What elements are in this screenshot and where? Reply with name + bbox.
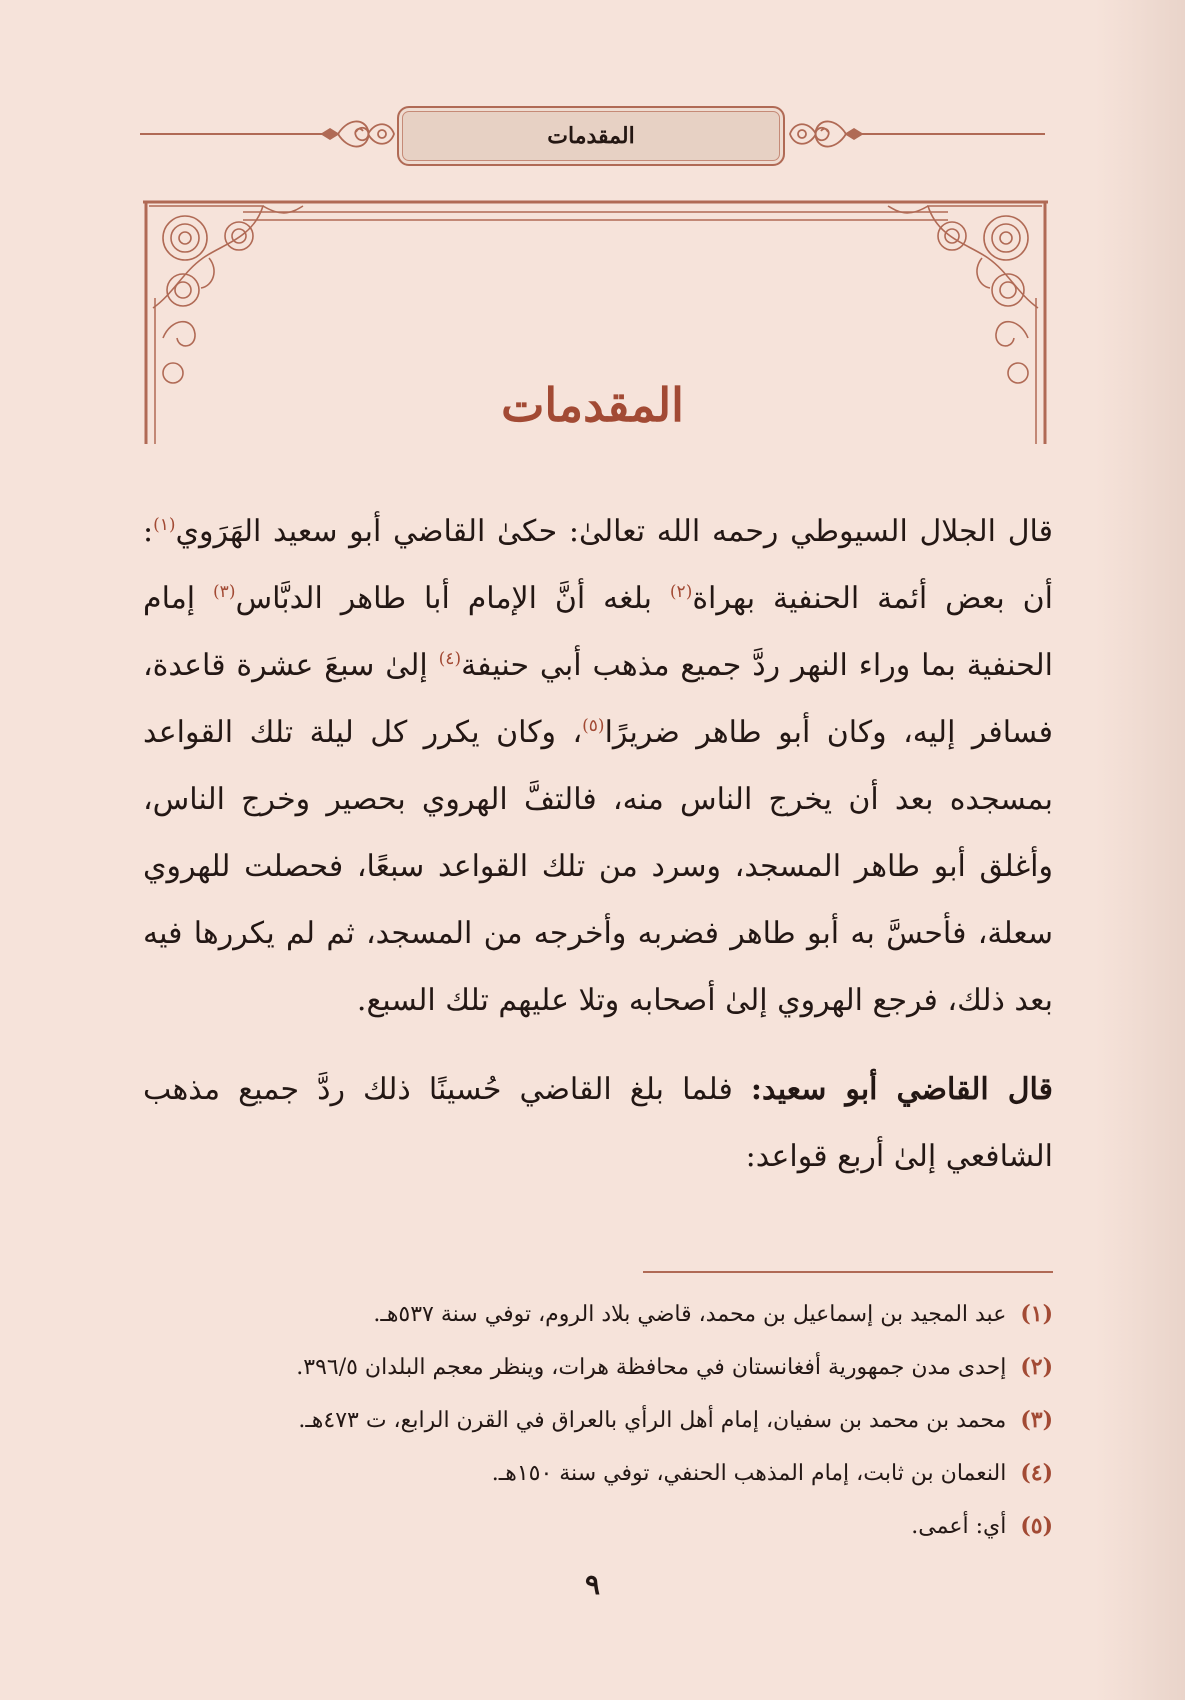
footnote-text: إحدى مدن جمهورية أفغانستان في محافظة هرات، وينظر معجم البلدان ٣٩٦/٥.: [296, 1355, 1007, 1380]
main-text: [143, 498, 1053, 1190]
text-segment: بلغه أنَّ الإمام أبا طاهر الدبَّاس: [235, 581, 670, 616]
footnote-ref-3: (٣): [213, 582, 236, 602]
footnote-number: (٥): [1020, 1513, 1053, 1539]
page-edge-shadow: [1095, 0, 1185, 1700]
footnote-ref-4: (٤): [438, 649, 462, 669]
text-segment: إلىٰ سبعَ عشرة قاعدة، فسافر إليه، وكان أبو طاهر ضريرًا: [143, 648, 1053, 750]
footnote-text: النعمان بن ثابت، إمام المذهب الحنفي، توفي سنة ١٥٠هـ.: [491, 1461, 1007, 1486]
footnote-number: (١): [1020, 1301, 1053, 1327]
text-segment: إمام الحنفية بما وراء النهر ردَّ جميع مذهب أبي حنيفة: [143, 581, 1053, 683]
paragraph-2-lead: قال القاضي أبو سعيد:: [750, 1072, 1053, 1107]
footnote-number: (٣): [1020, 1407, 1053, 1433]
footnote-ref-1: (١): [153, 515, 176, 535]
paragraph-2-text: فلما بلغ القاضي حُسينًا ذلك ردَّ جميع مذهب الشافعي إلىٰ أربع قواعد:: [143, 1072, 1053, 1174]
footnote-1: [143, 1296, 1053, 1349]
header-rule-right: [850, 133, 1045, 135]
footnote-2: [143, 1349, 1053, 1402]
footnote-text: عبد المجيد بن إسماعيل بن محمد، قاضي بلاد الروم، توفي سنة ٥٣٧هـ.: [373, 1302, 1007, 1327]
footnote-ref-5: (٥): [582, 716, 605, 736]
footnote-text: أي: أعمى.: [911, 1514, 1007, 1539]
header-ornament-left: [318, 112, 398, 156]
paragraph-1: [143, 498, 1053, 1034]
footnote-text: محمد بن محمد بن سفيان، إمام أهل الرأي بالعراق في القرن الرابع، ت ٤٧٣هـ.: [298, 1408, 1007, 1433]
header-rule-left: [140, 133, 325, 135]
footnote-ref-2: (٢): [669, 582, 693, 602]
text-segment: قال الجلال السيوطي رحمه الله تعالىٰ: حكىٰ القاضي أبو سعيد الهَرَوي: [175, 514, 1053, 549]
footnotes: [143, 1296, 1053, 1561]
footnote-number: (٤): [1020, 1460, 1053, 1486]
footnote-divider: [643, 1271, 1053, 1273]
running-header-box: [397, 106, 785, 166]
footnote-4: [143, 1455, 1053, 1508]
footnote-3: [143, 1402, 1053, 1455]
header-ornament-right: [786, 112, 866, 156]
page-number: ٩: [584, 1568, 601, 1601]
footnote-number: (٢): [1020, 1354, 1053, 1380]
text-segment: : أن بعض أئمة الحنفية بهراة: [143, 514, 1054, 616]
chapter-title: المقدمات: [501, 378, 684, 432]
paragraph-2: [143, 1056, 1053, 1190]
running-header-title: المقدمات: [547, 123, 635, 149]
footnote-5: [143, 1508, 1053, 1561]
text-segment: ، وكان يكرر كل ليلة تلك القواعد بمسجده بعد أن يخرج الناس منه، فالتفَّ الهروي بحصير وخرج الناس، وأغلق أبو طاهر المسجد، وسرد من تلك القواعد سبعًا، فحصلت للهروي سعلة، فأحسَّ به أبو طاهر فضربه وأخرجه من المسجد، ثم لم يكررها فيه بعد ذلك، فرجع الهروي إلىٰ أصحابه وتلا عليهم تلك السبع.: [143, 715, 1053, 1018]
